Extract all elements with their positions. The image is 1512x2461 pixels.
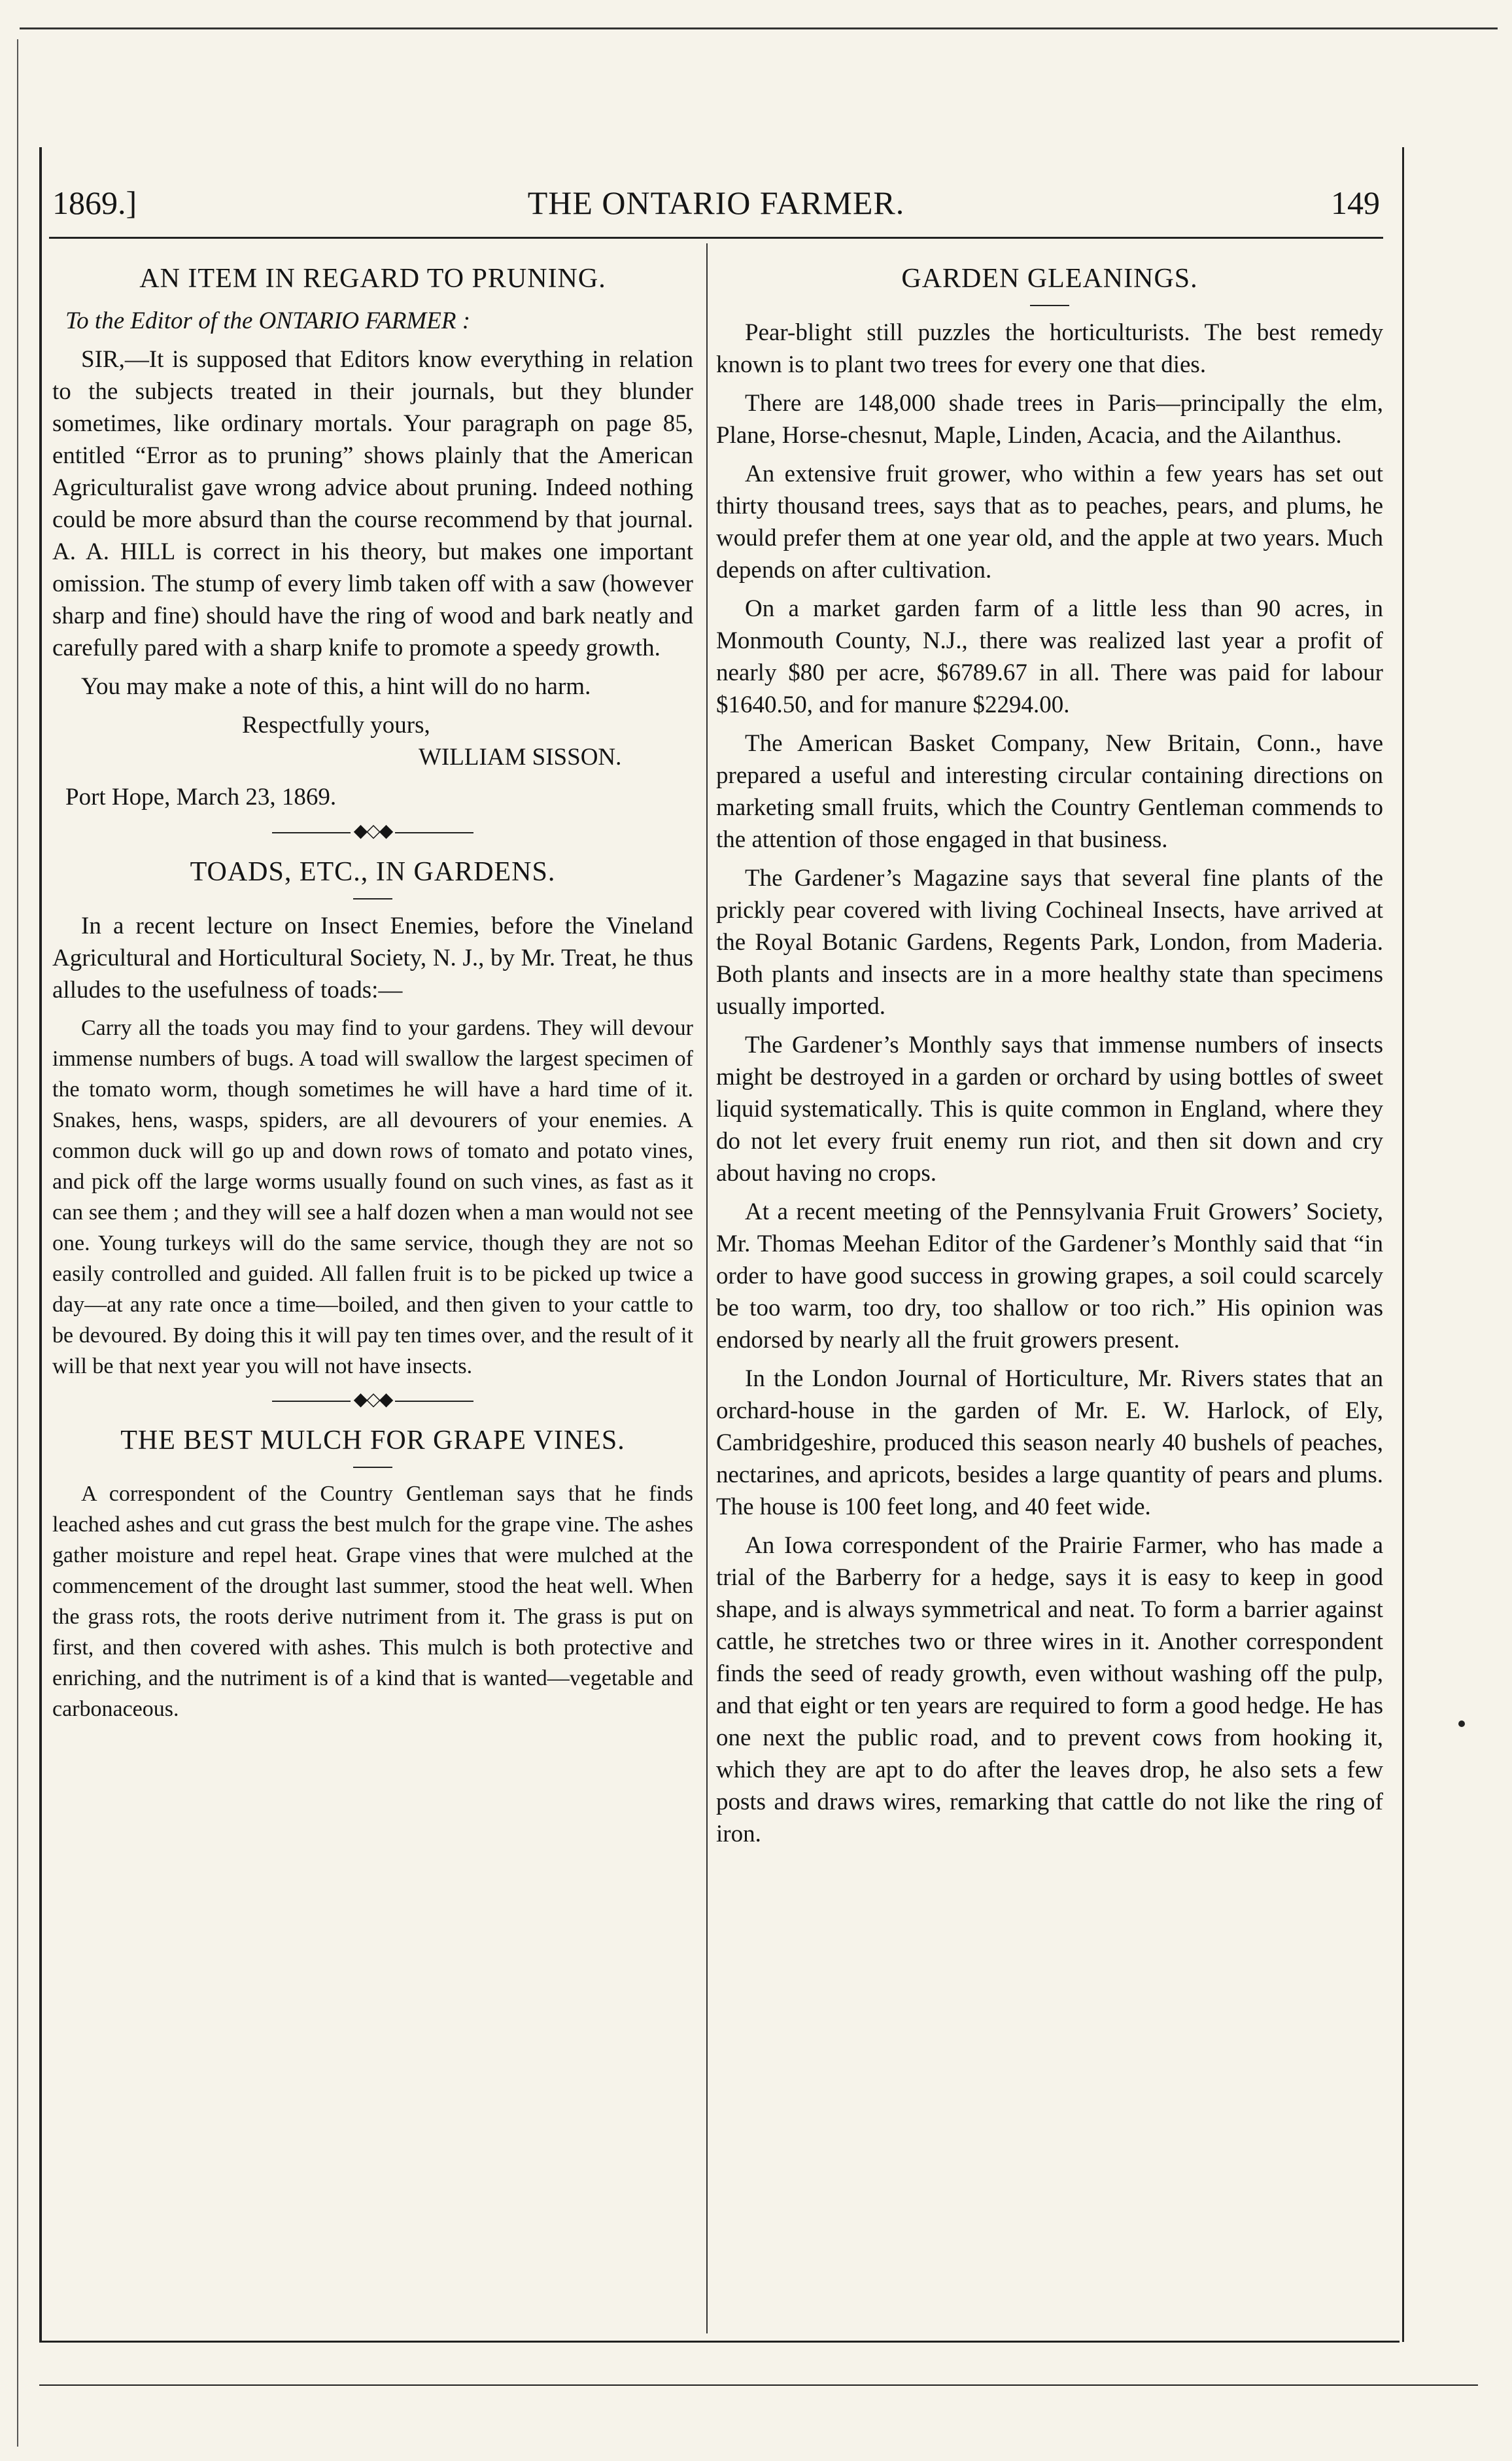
pruning-signature: WILLIAM SISSON.: [419, 744, 622, 771]
gleaning-item: The American Basket Company, New Britain, Conn., have prepared a useful and interesting circular containing directions on marketing small fruits, which the Country Gentleman commends to the attention of those engaged in that business.: [716, 730, 1383, 853]
section-ornament: ◆◇◆: [52, 1388, 693, 1410]
gleaning-item: An Iowa correspondent of the Prairie Farmer, who has made a trial of the Barberry for a hedge, says it is easy to keep in good shape, and is always symmetrical and neat. To form a barrier against cattle, he stretches two or three wires in it. Another correspondent finds the seed of ready growth, even without washing off the pulp, and that eight or ten years are required to form a good hedge. He has one next the public road, and to prevent cows from hooking it, which they are apt to do after the leaves drop, he also sets a few posts and draws wires, remarking that cattle do not like the ring of iron.: [716, 1532, 1383, 1847]
bottom-frame-rule: [39, 2341, 1400, 2343]
heading-dash: [1030, 305, 1069, 306]
gleaning-item: Pear-blight still puzzles the horticulturists. The best remedy known is to plant two trees for every one that dies.: [716, 319, 1383, 378]
top-page-rule: [20, 27, 1498, 29]
mulch-heading: THE BEST MULCH FOR GRAPE VINES.: [120, 1425, 625, 1456]
toads-intro: In a recent lecture on Insect Enemies, before the Vineland Agricultural and Horticultural Society, N. J., by Mr. Treat, he thus alludes to the usefulness of toads:—: [52, 913, 693, 1004]
toads-body: Carry all the toads you may find to your gardens. They will devour immense numbers of bugs. A toad will swallow the largest specimen of the tomato worm, though sometimes he will have a hard time of it. Snakes, hens, wasps, spiders, are all devourers of your enemies. A common duck will go up and down rows of tomato and potato vines, and pick off the large worms usually found on such vines, as fast as it can see them ; and they will see a half dozen when a man would not see one. Young turkeys will do the same service, though they are not so easily controlled and guided. All fallen fruit is to be picked up twice a day—at any rate once a time—boiled, and then given to your cattle to be devoured. By doing this it will pay ten times over, and the result of it will be that next year you will not have insects.: [52, 1016, 693, 1378]
right-column: [716, 249, 1383, 1857]
header-rule: [49, 237, 1383, 239]
bottom-page-rule: [39, 2384, 1478, 2386]
gleaning-item: There are 148,000 shade trees in Paris—principally the elm, Plane, Horse-chesnut, Maple, Linden, Acacia, and the Ailanthus.: [716, 390, 1383, 449]
heading-dash: [353, 1467, 392, 1468]
mulch-body: A correspondent of the Country Gentleman says that he finds leached ashes and cut grass the best mulch for the grape vine. The ashes gather moisture and repel heat. Grape vines that were mulched at the commencement of the drought last summer, stood the heat well. When the grass rots, the roots derive nutriment from it. The grass is put on first, and then covered with ashes. This mulch is both protective and enriching, and the nutriment is of a kind that is wanted—vegetable and carbonaceous.: [52, 1482, 693, 1721]
column-divider: [706, 243, 708, 2333]
pruning-note: You may make a note of this, a hint will do no harm.: [81, 673, 591, 700]
running-head: [52, 177, 1380, 229]
left-column: [52, 249, 693, 1731]
pruning-body: SIR,—It is supposed that Editors know everything in relation to the subjects treated in their journals, but they blunder sometimes, like ordinary mortals. Your paragraph on page 85, entitled “Error as to pruning” shows plainly that the American Agriculturalist gave wrong advice about pruning. Indeed nothing could be more absurd than the course recommend by that journal. A. A. HILL is correct in his theory, but makes one important omission. The stump of every limb taken off with a saw (however sharp and fine) should have the ring of wood and bark neatly and carefully pared with a sharp knife to promote a speedy growth.: [52, 346, 693, 661]
toads-heading: TOADS, ETC., IN GARDENS.: [190, 857, 556, 887]
pruning-salutation: To the Editor of the ONTARIO FARMER :: [65, 307, 471, 334]
gleaning-item: On a market garden farm of a little less than 90 acres, in Monmouth County, N.J., there was realized last year a profit of nearly $80 per acre, $6789.67 in all. There was paid for labour $1640.50, and for manure $2294.00.: [716, 595, 1383, 718]
page-number: 149: [1331, 184, 1380, 221]
heading-dash: [353, 898, 392, 899]
gleaning-item: At a recent meeting of the Pennsylvania Fruit Growers’ Society, Mr. Thomas Meehan Editor of the Gardener’s Monthly said that “in order to have good success in growing grapes, a soil could scarcely be too warm, too dry, too shallow or too rich.” His opinion was endorsed by nearly all the fruit growers present.: [716, 1198, 1383, 1353]
pruning-closing: Respectfully yours,: [242, 712, 430, 739]
binding-margin-line: [17, 39, 18, 2447]
gleaning-item: The Gardener’s Magazine says that several fine plants of the prickly pear covered with living Cochineal Insects, have arrived at the Royal Botanic Gardens, Regents Park, London, from Maderia. Both plants and insects are in a more healthy state than specimens usually imported.: [716, 865, 1383, 1020]
section-ornament: ◆◇◆: [52, 820, 693, 842]
gleaning-item: The Gardener’s Monthly says that immense numbers of insects might be destroyed in a garden or orchard by using bottles of sweet liquid systematically. This is quite common in England, where they do not let every fruit enemy run riot, and then sit down and cry about having no crops.: [716, 1032, 1383, 1187]
gleaning-item: In the London Journal of Horticulture, Mr. Rivers states that an orchard-house in the garden of Mr. E. W. Harlock, of Ely, Cambridgeshire, produced this season nearly 40 bushels of peaches, nectarines, and apricots, besides a large quantity of pears and plums. The house is 100 feet long, and 40 feet wide.: [716, 1365, 1383, 1520]
running-head-year: 1869.]: [52, 184, 137, 221]
margin-dot: [1458, 1720, 1465, 1727]
gleaning-item: An extensive fruit grower, who within a few years has set out thirty thousand trees, says that as to peaches, pears, and plums, he would prefer them at one year old, and the apple at two years. Much depends on after cultivation.: [716, 461, 1383, 584]
gleanings-heading: GARDEN GLEANINGS.: [901, 264, 1198, 294]
running-head-title: THE ONTARIO FARMER.: [527, 184, 905, 221]
pruning-dateline: Port Hope, March 23, 1869.: [65, 784, 337, 811]
pruning-heading: AN ITEM IN REGARD TO PRUNING.: [139, 264, 606, 294]
